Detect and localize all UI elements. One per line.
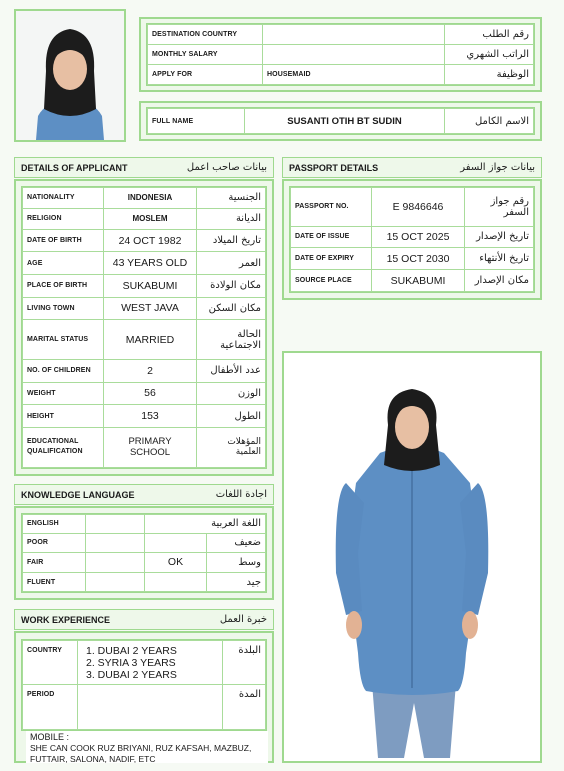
country-arabic: البلدة xyxy=(223,641,266,685)
passport-section-header xyxy=(282,157,542,178)
poor-english-value xyxy=(86,533,145,552)
applicant-title: DETAILS OF APPLICANT xyxy=(21,162,128,173)
country-item: 2. SYRIA 3 YEARS xyxy=(86,656,176,669)
place-of-birth-label: PLACE OF BIRTH xyxy=(23,274,104,297)
applicant-details-table xyxy=(22,187,266,468)
date-of-birth-arabic: تاريخ الميلاد xyxy=(197,229,266,252)
education-arabic: المؤهلات العلمية xyxy=(197,427,266,467)
application-form-table xyxy=(147,24,534,85)
education-label: EDUCATIONAL QUALIFICATION xyxy=(23,427,104,467)
period-arabic: المدة xyxy=(223,685,266,730)
passport-title-arabic: بيانات جواز السفر xyxy=(460,162,535,173)
passport-no-label: PASSPORT NO. xyxy=(291,188,372,227)
date-of-birth-label: DATE OF BIRTH xyxy=(23,229,104,252)
source-place-arabic: مكان الإصدار xyxy=(465,270,534,292)
religion-value: MOSLEM xyxy=(104,208,197,229)
monthly-salary-value xyxy=(263,45,445,65)
age-label: AGE xyxy=(23,252,104,275)
work-experience-table xyxy=(22,640,266,730)
fluent-arabic: جيد xyxy=(207,573,266,592)
destination-country-label: DESTINATION COUNTRY xyxy=(148,25,263,45)
place-of-birth-arabic: مكان الولادة xyxy=(197,274,266,297)
destination-country-arabic: رقم الطلب xyxy=(445,25,534,45)
language-title: KNOWLEDGE LANGUAGE xyxy=(21,489,135,500)
fair-arabic-value: OK xyxy=(145,552,207,572)
height-arabic: الطول xyxy=(197,405,266,428)
fair-arabic: وسط xyxy=(207,552,266,572)
period-label: PERIOD xyxy=(23,685,78,730)
date-of-issue-arabic: تاريخ الإصدار xyxy=(465,226,534,248)
monthly-salary-arabic: الراتب الشهري xyxy=(445,45,534,65)
date-of-expiry-label: DATE OF EXPIRY xyxy=(291,248,372,270)
living-town-value: WEST JAVA xyxy=(104,297,197,320)
education-value: PRIMARY SCHOOL xyxy=(104,427,197,467)
notes-box xyxy=(26,731,268,763)
poor-arabic: ضعيف xyxy=(207,533,266,552)
language-table xyxy=(22,514,266,592)
age-value: 43 YEARS OLD xyxy=(104,252,197,275)
monthly-salary-label: MONTHLY SALARY xyxy=(148,45,263,65)
portrait-photo xyxy=(14,9,126,142)
mobile-label: MOBILE : xyxy=(30,732,70,742)
passport-details-table xyxy=(290,187,534,292)
living-town-label: LIVING TOWN xyxy=(23,297,104,320)
weight-arabic: الوزن xyxy=(197,382,266,405)
language-box xyxy=(14,506,274,600)
passport-no-value: E 9846646 xyxy=(372,188,465,227)
date-of-expiry-value: 15 OCT 2030 xyxy=(372,248,465,270)
fluent-arabic-value xyxy=(145,573,207,592)
height-value: 153 xyxy=(104,405,197,428)
children-value: 2 xyxy=(104,360,197,383)
english-label: ENGLISH xyxy=(23,515,86,534)
full-body-image xyxy=(284,353,540,761)
full-body-photo xyxy=(282,351,542,763)
nationality-value: INDONESIA xyxy=(104,188,197,209)
children-arabic: عدد الأطفال xyxy=(197,360,266,383)
fluent-label: FLUENT xyxy=(23,573,86,592)
full-name-box xyxy=(139,101,542,141)
height-label: HEIGHT xyxy=(23,405,104,428)
full-name-label: FULL NAME xyxy=(148,109,245,134)
date-of-birth-value: 24 OCT 1982 xyxy=(104,229,197,252)
fair-english-value xyxy=(86,552,145,572)
work-title: WORK EXPERIENCE xyxy=(21,614,111,625)
marital-status-label: MARITAL STATUS xyxy=(23,320,104,360)
fluent-english-value xyxy=(86,573,145,592)
living-town-arabic: مكان السكن xyxy=(197,297,266,320)
country-list xyxy=(78,641,223,685)
source-place-value: SUKABUMI xyxy=(372,270,465,292)
nationality-label: NATIONALITY xyxy=(23,188,104,209)
nationality-arabic: الجنسية xyxy=(197,188,266,209)
apply-for-value: HOUSEMAID xyxy=(263,65,445,85)
country-item: 3. DUBAI 2 YEARS xyxy=(86,668,177,681)
children-label: NO. OF CHILDREN xyxy=(23,360,104,383)
country-item: 1. DUBAI 2 YEARS xyxy=(86,644,177,657)
place-of-birth-value: SUKABUMI xyxy=(104,274,197,297)
portrait-image xyxy=(16,11,124,140)
country-label: COUNTRY xyxy=(23,641,78,685)
full-name-arabic: الاسم الكامل xyxy=(445,109,534,134)
date-of-issue-value: 15 OCT 2025 xyxy=(372,226,465,248)
period-value xyxy=(78,685,223,730)
passport-no-arabic: رقم جواز السفر xyxy=(465,188,534,227)
applicant-details-box xyxy=(14,179,274,476)
application-form-box xyxy=(139,17,542,92)
full-name-value: SUSANTI OTIH BT SUDIN xyxy=(245,109,445,134)
marital-status-arabic: الحالة الاجتماعية xyxy=(197,320,266,360)
applicant-section-header xyxy=(14,157,274,178)
weight-label: WEIGHT xyxy=(23,382,104,405)
destination-country-value xyxy=(263,25,445,45)
work-title-arabic: خبرة العمل xyxy=(219,614,267,625)
passport-title: PASSPORT DETAILS xyxy=(289,162,379,173)
work-experience-box xyxy=(14,631,274,763)
skills-text: SHE CAN COOK RUZ BRIYANI, RUZ KAFSAH, MAZBUZ, FUTTAIR, SALONA, NADIF, ETC xyxy=(30,743,252,764)
arabic-language-label: اللغة العربية xyxy=(145,515,266,534)
marital-status-value: MARRIED xyxy=(104,320,197,360)
age-arabic: العمر xyxy=(197,252,266,275)
source-place-label: SOURCE PLACE xyxy=(291,270,372,292)
religion-arabic: الديانة xyxy=(197,208,266,229)
language-title-arabic: اجادة اللغات xyxy=(215,489,267,500)
weight-value: 56 xyxy=(104,382,197,405)
applicant-title-arabic: بيانات صاحب اعمل xyxy=(186,162,267,173)
poor-label: POOR xyxy=(23,533,86,552)
poor-arabic-value xyxy=(145,533,207,552)
language-section-header xyxy=(14,484,274,505)
religion-label: RELIGION xyxy=(23,208,104,229)
fair-label: FAIR xyxy=(23,552,86,572)
apply-for-label: APPLY FOR xyxy=(148,65,263,85)
passport-details-box xyxy=(282,179,542,300)
apply-for-arabic: الوظيفة xyxy=(445,65,534,85)
date-of-issue-label: DATE OF ISSUE xyxy=(291,226,372,248)
date-of-expiry-arabic: تاريخ الأنتهاء xyxy=(465,248,534,270)
work-section-header xyxy=(14,609,274,630)
